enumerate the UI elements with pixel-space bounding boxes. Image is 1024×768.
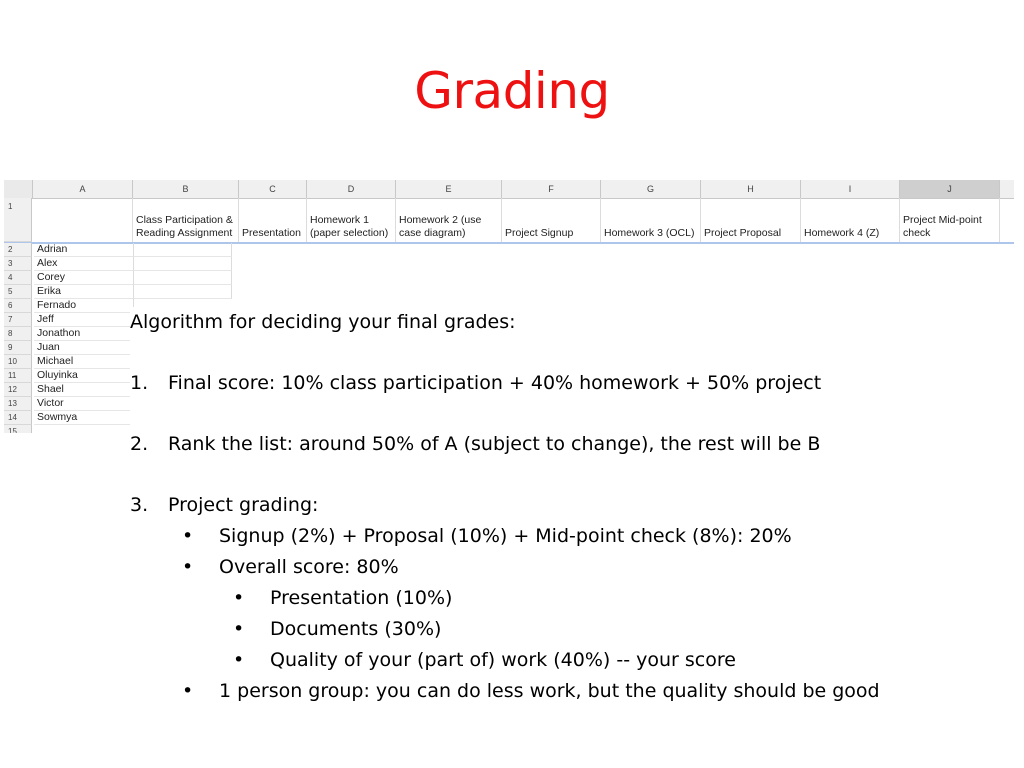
student-name-cell[interactable]: Victor bbox=[34, 397, 134, 411]
student-name-cell[interactable]: Sowmya bbox=[34, 411, 134, 425]
grade-cell[interactable] bbox=[134, 271, 232, 285]
row-number[interactable]: 3 bbox=[4, 257, 32, 271]
bullet-icon: • bbox=[233, 587, 245, 609]
column-header-h[interactable]: H bbox=[701, 180, 801, 198]
item-text: Rank the list: around 50% of A (subject to change), the rest will be B bbox=[168, 433, 821, 455]
header-cell[interactable]: Presentation bbox=[239, 198, 307, 242]
table-row bbox=[4, 271, 234, 285]
row-number[interactable]: 14 bbox=[4, 411, 32, 425]
sub-sub-bullet bbox=[130, 645, 1010, 676]
header-cell[interactable]: Homework 3 (OCL) bbox=[601, 198, 701, 242]
sheet-corner bbox=[4, 180, 33, 198]
grading-algorithm bbox=[130, 307, 1010, 707]
grade-cell[interactable] bbox=[134, 285, 232, 299]
row-number[interactable]: 2 bbox=[4, 243, 32, 257]
student-name-cell[interactable]: Adrian bbox=[34, 243, 134, 257]
student-name-cell[interactable]: Jeff bbox=[34, 313, 134, 327]
bullet-icon: • bbox=[233, 618, 245, 640]
item-number: 3. bbox=[130, 494, 149, 516]
student-name-cell[interactable]: Michael bbox=[34, 355, 134, 369]
row-number[interactable]: 6 bbox=[4, 299, 32, 313]
grade-cell[interactable] bbox=[134, 257, 232, 271]
bullet-text: Quality of your (part of) work (40%) -- your score bbox=[270, 649, 736, 671]
item-number: 2. bbox=[130, 433, 149, 455]
sub-bullet bbox=[130, 552, 1010, 583]
row-number[interactable]: 9 bbox=[4, 341, 32, 355]
student-name-cell[interactable]: Oluyinka bbox=[34, 369, 134, 383]
row-number[interactable]: 11 bbox=[4, 369, 32, 383]
list-item-2 bbox=[130, 429, 1010, 460]
row-number[interactable]: 10 bbox=[4, 355, 32, 369]
table-row bbox=[4, 285, 234, 299]
header-cell[interactable] bbox=[33, 198, 133, 242]
item-text: Final score: 10% class participation + 40% homework + 50% project bbox=[168, 372, 822, 394]
student-name-cell[interactable]: Corey bbox=[34, 271, 134, 285]
row-number[interactable]: 4 bbox=[4, 271, 32, 285]
item-number: 1. bbox=[130, 372, 149, 394]
sub-bullet bbox=[130, 676, 1010, 707]
sub-sub-bullet bbox=[130, 614, 1010, 645]
row-number[interactable]: 13 bbox=[4, 397, 32, 411]
row-number[interactable]: 1 bbox=[4, 198, 32, 242]
column-header-f[interactable]: F bbox=[502, 180, 601, 198]
row-number[interactable]: 5 bbox=[4, 285, 32, 299]
student-name-cell[interactable]: Juan bbox=[34, 341, 134, 355]
student-name-cell[interactable]: Shael bbox=[34, 383, 134, 397]
column-header-e[interactable]: E bbox=[396, 180, 502, 198]
slide-title: Grading bbox=[414, 62, 610, 120]
bullet-text: Signup (2%) + Proposal (10%) + Mid-point check (8%): 20% bbox=[219, 525, 792, 547]
list-item-1 bbox=[130, 368, 1010, 399]
bullet-icon: • bbox=[233, 649, 245, 671]
header-cell[interactable]: Homework 2 (use case diagram) bbox=[396, 198, 502, 242]
item-text: Project grading: bbox=[168, 494, 319, 516]
column-header-d[interactable]: D bbox=[307, 180, 396, 198]
bullet-icon: • bbox=[182, 525, 194, 547]
bullet-text: Overall score: 80% bbox=[219, 556, 399, 578]
header-data-row bbox=[4, 198, 1014, 244]
student-name-cell[interactable]: Alex bbox=[34, 257, 134, 271]
sub-bullet bbox=[130, 521, 1010, 552]
column-header-c[interactable]: C bbox=[239, 180, 307, 198]
row-number[interactable]: 15 bbox=[4, 425, 32, 433]
bullet-text: Presentation (10%) bbox=[270, 587, 453, 609]
header-cell[interactable]: Class Participation & Reading Assignment bbox=[133, 198, 239, 242]
sub-sub-bullet bbox=[130, 583, 1010, 614]
column-header-g[interactable]: G bbox=[601, 180, 701, 198]
row-number[interactable]: 8 bbox=[4, 327, 32, 341]
student-name-cell[interactable] bbox=[34, 425, 134, 433]
table-row bbox=[4, 257, 234, 271]
grade-cell[interactable] bbox=[134, 243, 232, 257]
header-cell[interactable]: Homework 1 (paper selection) bbox=[307, 198, 396, 242]
intro-text: Algorithm for deciding your final grades: bbox=[130, 311, 516, 333]
table-row bbox=[4, 243, 234, 257]
student-name-cell[interactable]: Jonathon bbox=[34, 327, 134, 341]
student-name-cell[interactable]: Erika bbox=[34, 285, 134, 299]
bullet-icon: • bbox=[182, 556, 194, 578]
column-header-row bbox=[4, 180, 1014, 199]
header-cell[interactable]: Homework 4 (Z) bbox=[801, 198, 900, 242]
column-header-j[interactable]: J bbox=[900, 180, 1000, 198]
bullet-icon: • bbox=[182, 680, 194, 702]
row-number[interactable]: 12 bbox=[4, 383, 32, 397]
header-cell[interactable]: Project Mid-point check bbox=[900, 198, 1000, 242]
column-header-a[interactable]: A bbox=[33, 180, 133, 198]
list-item-3 bbox=[130, 490, 1010, 521]
row-number[interactable]: 7 bbox=[4, 313, 32, 327]
column-header-i[interactable]: I bbox=[801, 180, 900, 198]
bullet-text: Documents (30%) bbox=[270, 618, 442, 640]
column-header-b[interactable]: B bbox=[133, 180, 239, 198]
header-cell[interactable]: Project Signup bbox=[502, 198, 601, 242]
bullet-text: 1 person group: you can do less work, but the quality should be good bbox=[219, 680, 880, 702]
student-name-cell[interactable]: Fernado bbox=[34, 299, 134, 313]
header-cell[interactable]: Project Proposal bbox=[701, 198, 801, 242]
